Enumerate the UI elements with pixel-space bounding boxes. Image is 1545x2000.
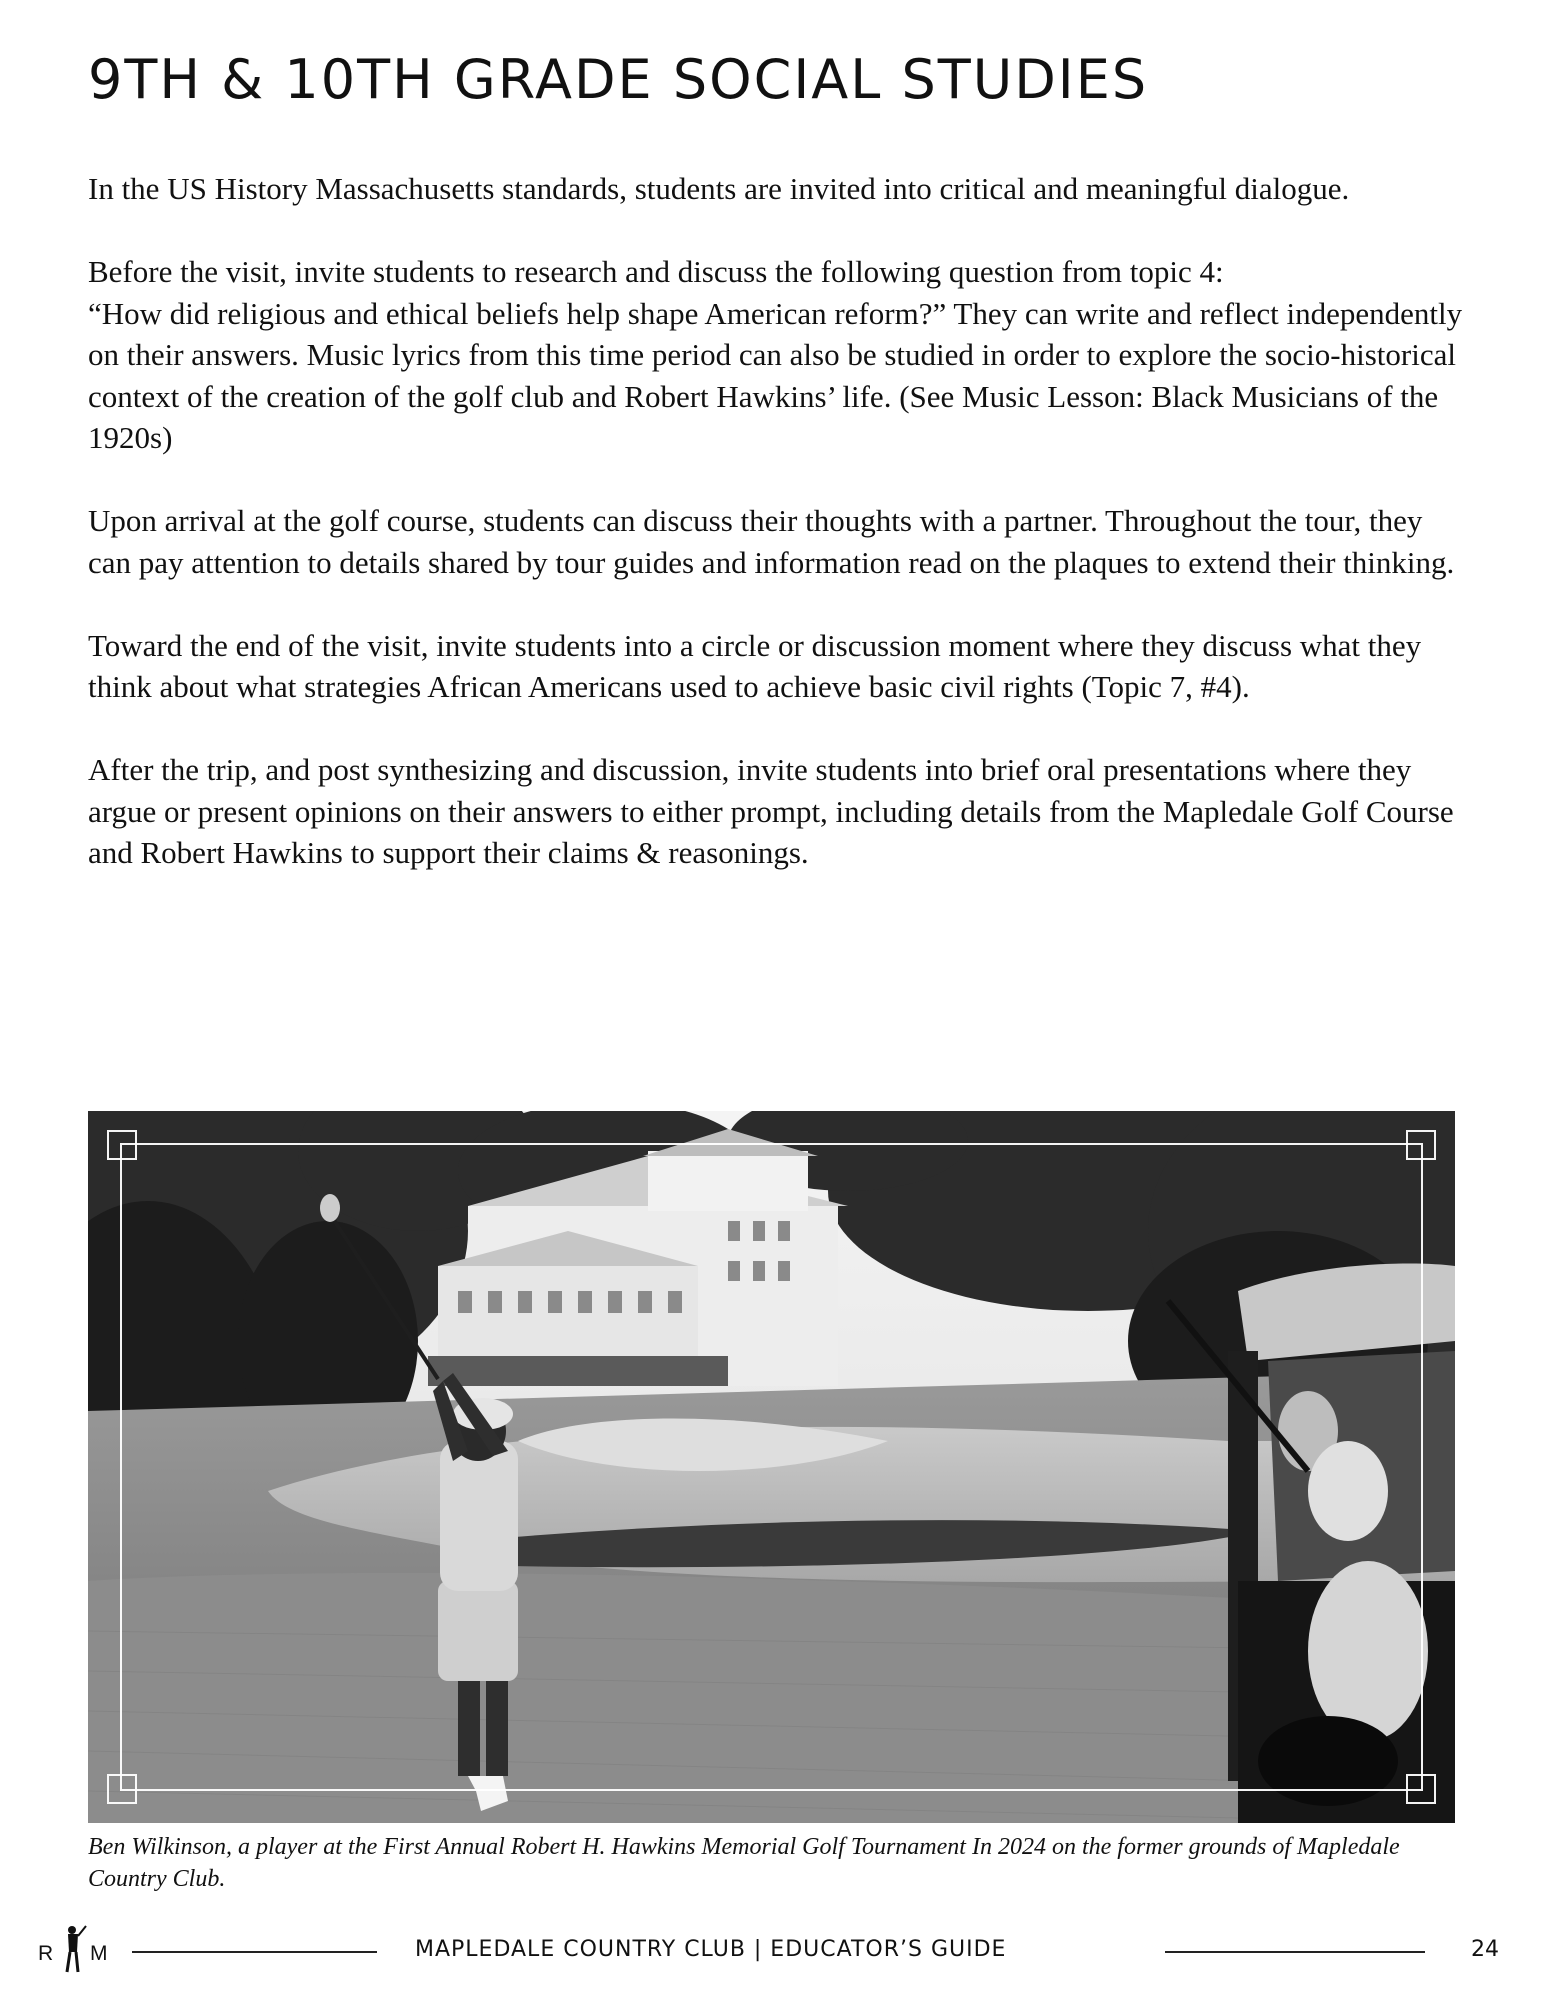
footer-rule-right <box>1165 1951 1425 1953</box>
paragraph-after-trip: After the trip, and post synthesizing and discussion, invite students into brief oral presentations where they argue or present opinions on their answers to either prompt, including details from the Mapledale Golf Course and Robert Hawkins to support their claims & reasonings. <box>88 752 1454 870</box>
page-number: 24 <box>1471 1937 1499 1962</box>
paragraph-intro: In the US History Massachusetts standards, students are invited into critical and meaningful dialogue. <box>88 171 1350 206</box>
golf-course-photo <box>88 1111 1455 1823</box>
club-logo <box>36 1922 116 1978</box>
golfer-silhouette-icon <box>58 1922 90 1978</box>
logo-letter-left: R <box>38 1942 54 1965</box>
page-footer <box>0 1920 1545 1980</box>
before-visit-text: Before the visit, invite students to research and discuss the following question from topic 4: <box>88 254 1224 289</box>
footer-title: MAPLEDALE COUNTRY CLUB | EDUCATOR’S GUIDE <box>415 1937 1007 1962</box>
page-title: 9TH & 10TH GRADE SOCIAL STUDIES <box>88 48 1149 111</box>
photo-caption: Ben Wilkinson, a player at the First Annual Robert H. Hawkins Memorial Golf Tournament In 2024 on the former grounds of Mapledale Country Club. <box>88 1834 1400 1892</box>
reform-question-text: “How did religious and ethical beliefs help shape American reform?” They can write and reflect independently on their answers. Music lyrics from this time period can also be studied in order to explore the socio-historical context of the creation of the golf club and Robert Hawkins’ life. (See Music Lesson: Black Musicians of the 1920s) <box>88 295 1463 455</box>
footer-rule-left <box>132 1951 377 1953</box>
logo-letter-right: M <box>90 1942 108 1965</box>
paragraph-end-of-visit: Toward the end of the visit, invite students into a circle or discussion moment where they discuss what they think about what strategies African Americans used to achieve basic civil rights (Topic 7, #4). <box>88 627 1422 704</box>
paragraph-before-visit <box>88 251 1468 459</box>
body-text <box>88 168 1468 915</box>
paragraph-arrival: Upon arrival at the golf course, students can discuss their thoughts with a partner. Throughout the tour, they can pay attention to details shared by tour guides and information read on the plaques to extend their thinking. <box>88 503 1455 580</box>
golf-course-illustration <box>88 1111 1455 1823</box>
